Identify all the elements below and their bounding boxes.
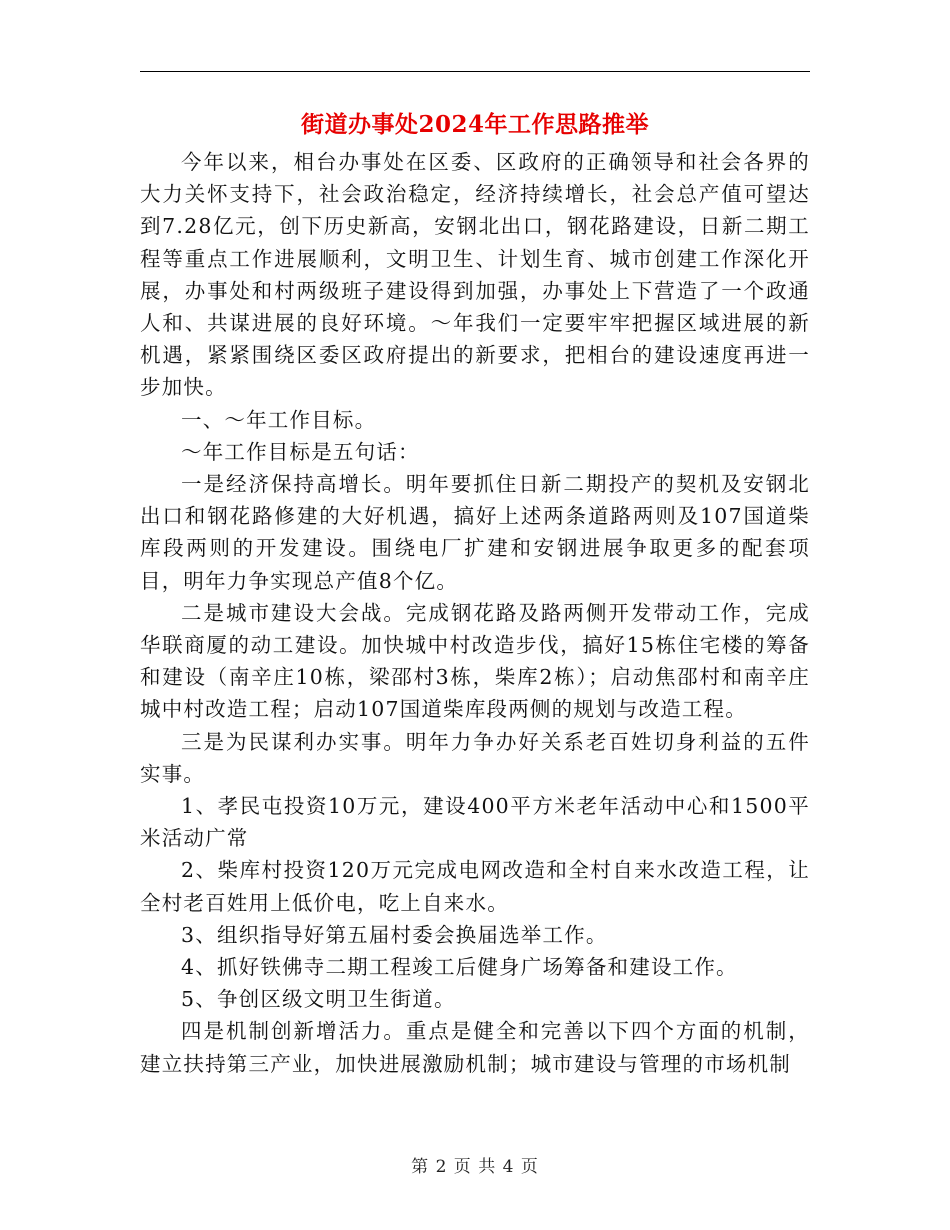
list-item: 4、抓好铁佛寺二期工程竣工后健身广场筹备和建设工作。 [181,955,738,980]
page-number-label: 第 2 页 共 4 页 [411,1157,539,1177]
paragraph-goal-city-construction: 二是城市建设大会战。完成钢花路及路两侧开发带动工作，完成华联商厦的动工建设。加快城中村改造步伐，搞好15栋住宅楼的筹备和建设（南辛庄10栋，梁邵村3栋，柴库2栋）；启动焦邵村和南辛庄城中村改造工程；启动107国道柴库段两侧的规划与改造工程。 [140,600,810,722]
header-rule [140,71,810,72]
list-item: 2、柴库村投资120万元完成电网改造和全村自来水改造工程，让全村老百姓用上低价电，吃上自来水。 [140,858,810,915]
paragraph-goal-economy: 一是经济保持高增长。明年要抓住日新二期投产的契机及安钢北出口和钢花路修建的大好机遇，搞好上述两条道路两则及107国道柴库段两则的开发建设。围绕电厂扩建和安钢进展争取更多的配套项目，明年力争实现总产值8个亿。 [140,472,810,593]
page-footer [0,1152,950,1177]
list-item: 5、争创区级文明卫生街道。 [181,987,456,1012]
paragraph-goal-public-welfare: 三是为民谋利办实事。明年力争办好关系老百姓切身利益的五件实事。 [140,729,810,786]
paragraph-intro: 今年以来，相台办事处在区委、区政府的正确领导和社会各界的大力关怀支持下，社会政治稳定，经济持续增长，社会总产值可望达到7.28亿元，创下历史新高，安钢北出口，钢花路建设，日新二期工程等重点工作进展顺利，文明卫生、计划生育、城市创建工作深化开展，办事处和村两级班子建设得到加强，办事处上下营造了一个政通人和、共谋进展的良好环境。～年我们一定要牢牢把握区域进展的新机遇，紧紧围绕区委区政府提出的新要求，把相台的建设速度再进一步加快。 [140,150,810,400]
list-item: 3、组织指导好第五届村委会换届选举工作。 [181,922,608,947]
list-item: 1、孝民屯投资10万元，建设400平方米老年活动中心和1500平米活动广常 [140,794,810,851]
heading-goals: 一、～年工作目标。 [181,407,377,432]
paragraph-goals-summary: ～年工作目标是五句话： [181,439,420,464]
document-body [140,146,810,1080]
document-title: 街道办事处2024年工作思路推举 [300,111,649,138]
paragraph-goal-mechanism: 四是机制创新增活力。重点是健全和完善以下四个方面的机制，建立扶持第三产业，加快进展激励机制；城市建设与管理的市场机制 [140,1019,810,1076]
